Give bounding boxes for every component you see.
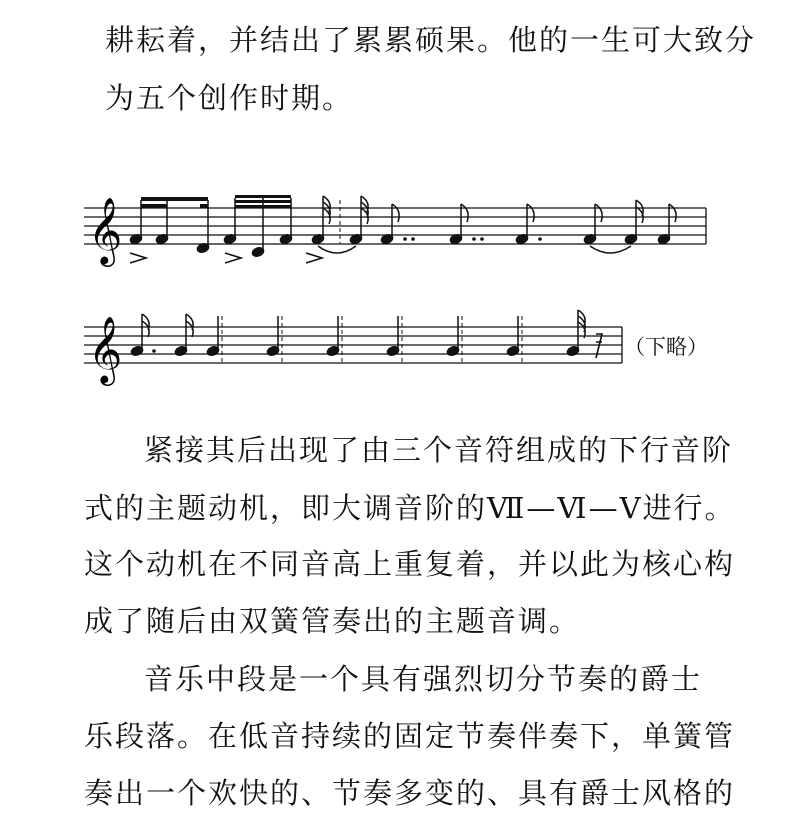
text-line: 音乐中段是一个具有强烈切分节奏的爵士 xyxy=(144,662,703,696)
accent-marks xyxy=(130,253,322,263)
notes xyxy=(130,310,602,358)
text-line: 耕耘着，并结出了累累硕果。他的一生可大致分 xyxy=(105,23,757,57)
text-line: 式的主题动机，即大调音阶的Ⅶ—Ⅵ—Ⅴ进行。 xyxy=(84,491,736,525)
text-line: 这个动机在不同音高上重复着，并以此为核心构 xyxy=(84,547,736,581)
staff-lines xyxy=(84,208,706,244)
music-staff-1 xyxy=(0,180,790,280)
text-line: 紧接其后出现了由三个音符组成的下行音阶 xyxy=(144,433,734,467)
treble-clef-icon: 𝄞 xyxy=(88,315,123,383)
text-line: 成了随后由双簧管奏出的主题音调。 xyxy=(84,604,581,638)
text-line: 奏出一个欢快的、节奏多变的、具有爵士风格的 xyxy=(84,776,736,810)
treble-clef-icon: 𝄞 xyxy=(88,196,123,264)
staff-lines xyxy=(84,327,622,363)
text-line: 为五个创作时期。 xyxy=(105,81,354,115)
beat-dashes xyxy=(222,316,522,363)
omitted-note: （下略） xyxy=(624,335,708,359)
text-line: 乐段落。在低音持续的固定节奏伴奏下，单簧管 xyxy=(84,719,736,753)
